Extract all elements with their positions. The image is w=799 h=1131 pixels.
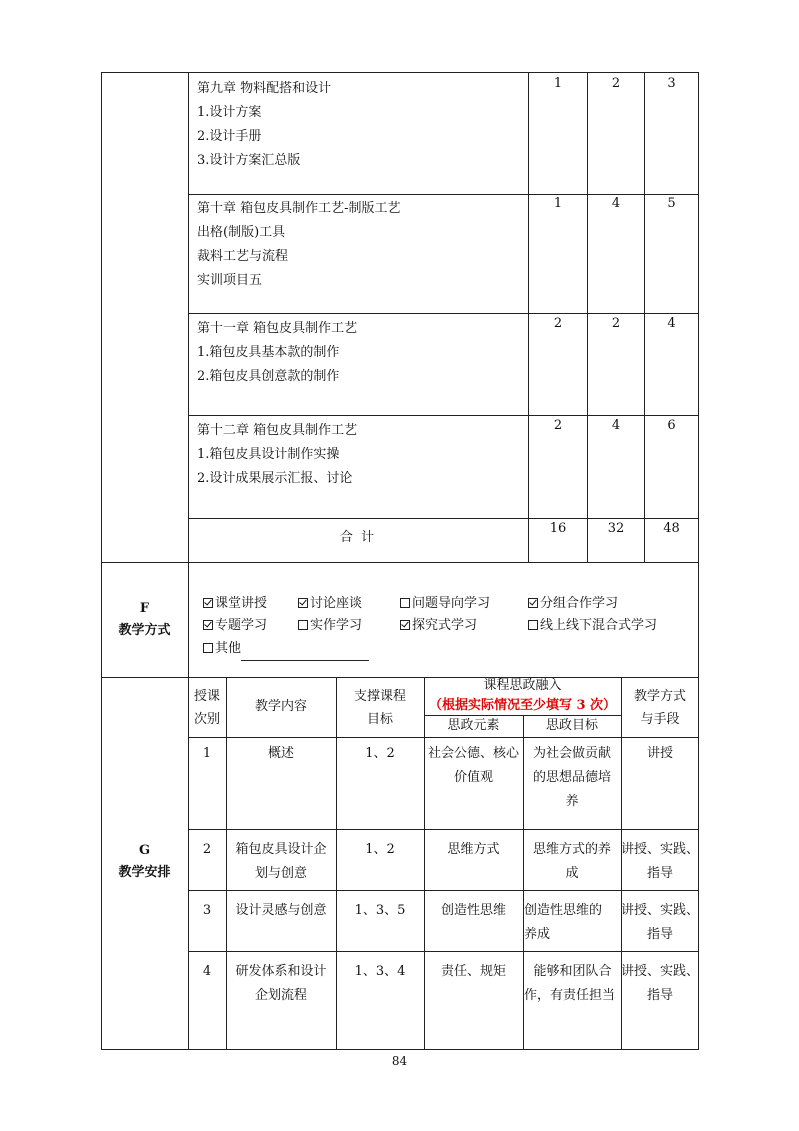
header-ideology: 课程思政融入 （根据实际情况至少填写 3 次） [424,676,621,716]
chapter-item: 实训项目五 [197,273,263,288]
teaching-method-option[interactable]: 专题学习 [203,614,267,638]
chapter-item: 1.设计方案 [197,105,262,120]
hours-cell: 1 [553,76,563,91]
hours-cell: 6 [667,418,676,433]
session-number: 4 [202,964,212,979]
row-divider [188,829,699,830]
header-ideology-element: 思政元素 [447,718,500,733]
chapter-item: 2.箱包皮具创意款的制作 [197,369,340,384]
hours-cell: 5 [667,196,676,211]
teaching-method-option[interactable]: 线上线下混合式学习 [528,614,657,638]
other-fill-line[interactable] [241,646,369,661]
section-g-label [101,840,188,884]
session-content: 概述 [267,746,294,761]
checkbox-checked-icon[interactable] [203,598,213,608]
session-number: 1 [202,746,212,761]
chapter-title: 第十二章 箱包皮具制作工艺 [197,423,358,438]
hours-cell: 2 [553,316,563,331]
hours-cell: 2 [611,316,621,331]
session-element: 创造性思维 [440,903,506,918]
header-ideology-note: （根据实际情况至少填写 3 次） [428,698,617,713]
teaching-method-option-other[interactable]: 其他 [203,637,369,661]
session-number: 2 [202,842,212,857]
teaching-method-option[interactable]: 课堂讲授 [203,592,267,616]
session-element: 责任、规矩 [440,964,506,979]
session-goals: 1、3、5 [354,903,406,918]
hours-cell: 4 [667,316,676,331]
header-content: 教学内容 [254,699,307,714]
chapter-item: 1.箱包皮具基本款的制作 [197,345,340,360]
checkbox-checked-icon[interactable] [400,620,410,630]
session-element: 社会公德、核心 价值观 [427,746,519,785]
session-method: 讲授、实践、 指导 [621,903,700,942]
session-target: 思维方式的养 成 [532,842,611,881]
checkbox-checked-icon[interactable] [203,620,213,630]
teaching-method-option[interactable]: 实作学习 [298,614,362,638]
section-title: 教学安排 [118,865,171,880]
teaching-method-option[interactable]: 问题导向学习 [400,592,490,616]
row-divider [188,890,699,891]
checkbox-empty-icon[interactable] [298,620,308,630]
checkbox-empty-icon[interactable] [400,598,410,608]
chapter-item: 1.箱包皮具设计制作实操 [197,447,340,462]
chapter-item: 出格(制版)工具 [197,225,286,240]
header-goals: 支撑课程 目标 [353,689,406,727]
chapter-title: 第十一章 箱包皮具制作工艺 [197,321,358,336]
hours-cell: 3 [667,76,676,91]
total-hours: 16 [549,521,567,536]
session-method: 讲授 [646,746,673,761]
hours-cell: 4 [611,196,621,211]
chapter-item: 3.设计方案汇总版 [197,153,301,168]
hours-cell: 1 [553,196,563,211]
session-goals: 1、2 [365,842,395,857]
section-letter: F [139,601,150,616]
checkbox-empty-icon[interactable] [528,620,538,630]
teaching-method-option[interactable]: 讨论座谈 [298,592,362,616]
section-letter: G [138,843,151,858]
chapter-item: 裁料工艺与流程 [197,249,289,264]
chapter-item: 2.设计成果展示汇报、讨论 [197,471,353,486]
chapter-title: 第九章 物料配搭和设计 [197,81,332,96]
hours-cell: 2 [611,76,621,91]
checkbox-empty-icon[interactable] [203,643,213,653]
total-hours: 48 [663,521,680,536]
session-method: 讲授、实践、 指导 [621,842,700,881]
hours-cell: 2 [553,418,563,433]
section-title: 教学方式 [118,623,171,638]
session-content: 箱包皮具设计企 划与创意 [235,842,327,881]
chapter-title: 第十章 箱包皮具制作工艺-制版工艺 [197,201,401,216]
teaching-method-option[interactable]: 探究式学习 [400,614,477,638]
page-number: 84 [391,1054,408,1068]
section-f-label [101,598,188,642]
session-method: 讲授、实践、 指导 [621,964,700,1003]
row-divider [188,951,699,952]
checkbox-checked-icon[interactable] [528,598,538,608]
session-content: 研发体系和设计 企划流程 [235,964,327,1003]
table-border-bottom [101,1049,699,1050]
chapter-item: 2.设计手册 [197,129,262,144]
table-border-left [101,72,102,1050]
header-ideology-target: 思政目标 [545,718,598,733]
checkbox-checked-icon[interactable] [298,598,308,608]
hours-cell: 4 [611,418,621,433]
session-goals: 1、2 [365,746,395,761]
session-target: 为社会做贡献 的思想品德培 养 [532,746,611,809]
session-element: 思维方式 [447,842,500,857]
session-target: 创造性思维的 养成 [524,903,603,942]
session-number: 3 [202,903,212,918]
total-hours: 32 [607,521,625,536]
header-method: 教学方式 与手段 [633,689,686,727]
session-target: 能够和团队合 作，有责任担当 [524,964,616,1003]
section-divider [101,562,699,563]
session-goals: 1、3、4 [354,964,406,979]
session-content: 设计灵感与创意 [235,903,327,918]
header-session: 授课 次别 [193,689,220,727]
schedule-column-divider [336,677,337,1050]
teaching-method-option[interactable]: 分组合作学习 [528,592,618,616]
total-label: 合 计 [339,530,377,545]
